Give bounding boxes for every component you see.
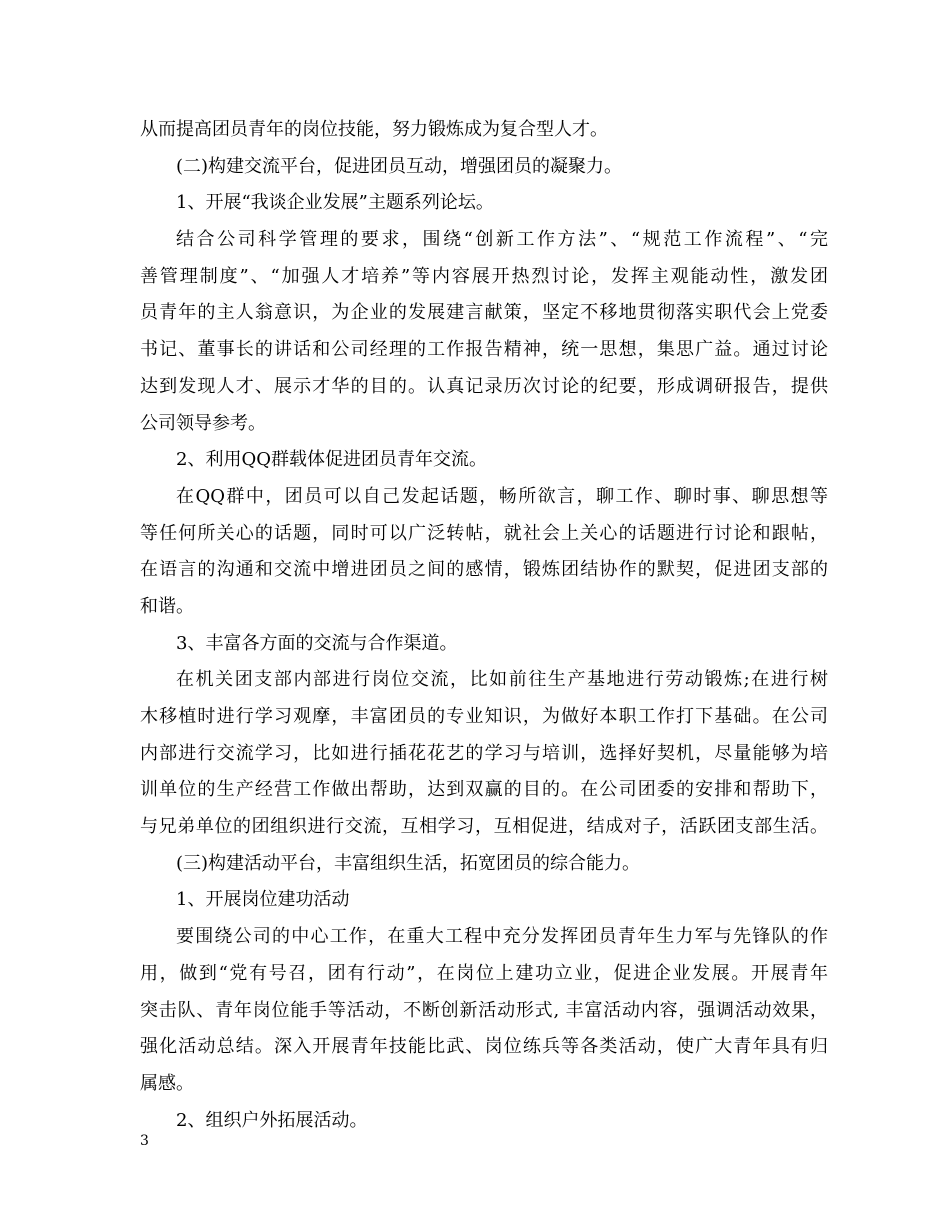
body-line: 结合公司科学管理的要求，围绕“创新工作方法”、“规范工作流程”、“完 <box>176 229 828 251</box>
subsection-heading: 2、组织户外拓展活动。 <box>176 1109 368 1131</box>
body-line: 等任何所关心的话题，同时可以广泛转帖，就社会上关心的话题进行讨论和跟帖， <box>140 522 828 544</box>
body-line: 与兄弟单位的团组织进行交流，互相学习，互相促进，结成对子，活跃团支部生活。 <box>140 816 828 838</box>
subsection-heading: 3、丰富各方面的交流与合作渠道。 <box>176 632 458 654</box>
body-line: 用，做到“党有号召，团有行动”，在岗位上建功立业，促进企业发展。开展青年 <box>140 962 828 984</box>
subsection-heading: 1、开展“我谈企业发展”主题系列论坛。 <box>176 192 494 214</box>
body-line: 木移植时进行学习观摩，丰富团员的专业知识，为做好本职工作打下基础。在公司 <box>140 706 828 727</box>
body-line: 属感。 <box>140 1072 194 1094</box>
body-line: 要围绕公司的中心工作，在重大工程中充分发挥团员青年生力军与先锋队的作 <box>176 926 828 948</box>
subsection-heading: 2、利用QQ群载体促进团员青年交流。 <box>176 449 487 471</box>
subsection-heading: 1、开展岗位建功活动 <box>176 889 350 911</box>
body-line: 在语言的沟通和交流中增进团员之间的感情，锻炼团结协作的默契，促进团支部的 <box>140 559 828 581</box>
body-line: 突击队、青年岗位能手等活动，不断创新活动形式, 丰富活动内容，强调活动效果， <box>140 999 828 1021</box>
body-line: 和谐。 <box>140 595 194 617</box>
body-line: 善管理制度”、“加强人才培养”等内容展开热烈讨论，发挥主观能动性，激发团 <box>140 265 828 287</box>
page-number: 3 <box>140 1133 149 1149</box>
body-line: 书记、董事长的讲话和公司经理的工作报告精神，统一思想，集思广益。通过讨论 <box>140 339 828 361</box>
document-body <box>140 112 828 1139</box>
body-line: 在QQ群中，团员可以自己发起话题，畅所欲言，聊工作、聊时事、聊思想等 <box>176 485 828 507</box>
body-line: 训单位的生产经营工作做出帮助，达到双赢的目的。在公司团委的安排和帮助下， <box>140 779 828 801</box>
body-line: 达到发现人才、展示才华的目的。认真记录历次讨论的纪要，形成调研报告，提供 <box>140 375 828 397</box>
body-line: 强化活动总结。深入开展青年技能比武、岗位练兵等各类活动，使广大青年具有归 <box>140 1036 828 1058</box>
body-line: 从而提高团员青年的岗位技能，努力锻炼成为复合型人才。 <box>140 119 608 140</box>
section-heading: (三)构建活动平台，丰富组织生活，拓宽团员的综合能力。 <box>176 852 641 874</box>
body-line: 公司领导参考。 <box>140 412 266 434</box>
body-line: 在机关团支部内部进行岗位交流，比如前往生产基地进行劳动锻炼;在进行树 <box>176 669 828 691</box>
body-line: 内部进行交流学习，比如进行插花花艺的学习与培训，选择好契机，尽量能够为培 <box>140 742 828 764</box>
body-line: 员青年的主人翁意识，为企业的发展建言献策，坚定不移地贯彻落实职代会上党委 <box>140 302 828 324</box>
section-heading: (二)构建交流平台，促进团员互动，增强团员的凝聚力。 <box>176 155 623 177</box>
